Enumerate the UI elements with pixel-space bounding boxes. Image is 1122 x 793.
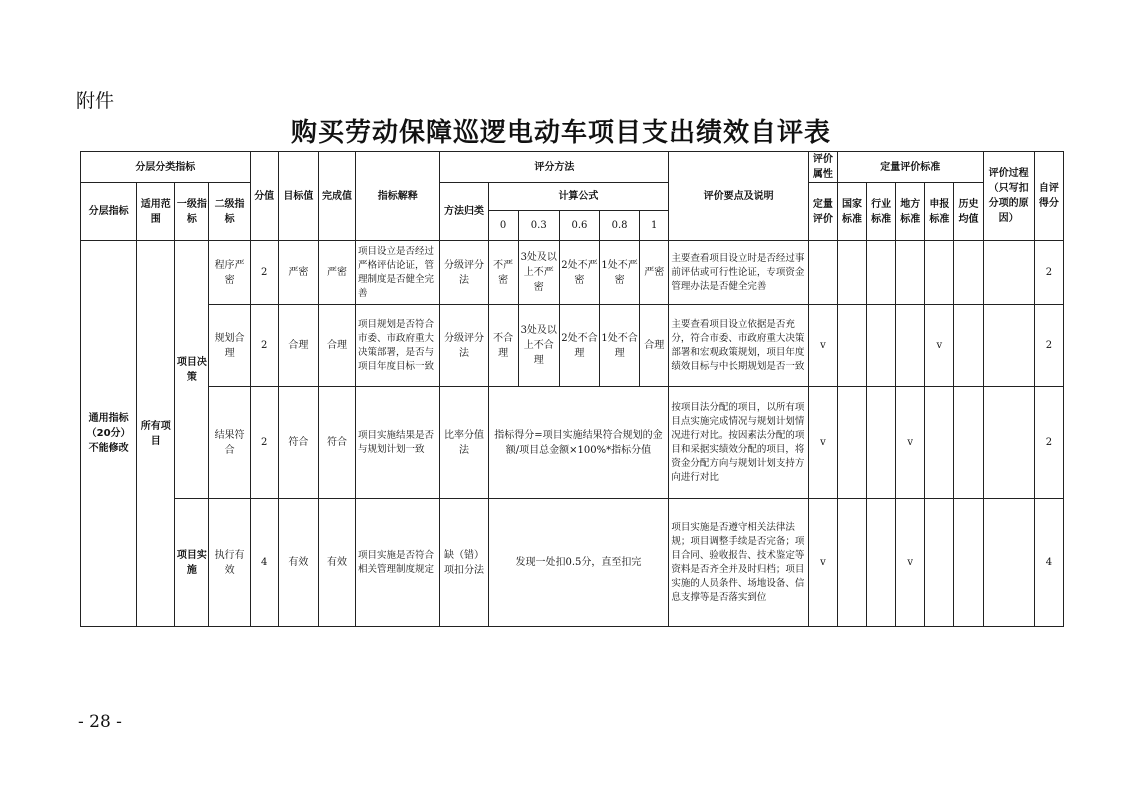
industry-standard-cell (867, 499, 896, 627)
annex-label: 附件 (76, 90, 115, 112)
score-cell: 2 (250, 387, 278, 499)
national-standard-cell (837, 305, 866, 387)
page-title: 购买劳动保障巡逻电动车项目支出绩效自评表 (290, 118, 831, 148)
national-standard-cell (837, 241, 866, 305)
coef-0-cell: 不严密 (488, 241, 518, 305)
evaluation-points-header: 评价要点及说明 (669, 152, 809, 241)
local-standard-cell: v (896, 387, 925, 499)
self-score-cell: 2 (1034, 241, 1063, 305)
evaluation-attribute-header: 评价属性 (808, 152, 837, 183)
coef-0-8-cell: 1处不严密 (599, 241, 639, 305)
coef-1-cell: 严密 (640, 241, 669, 305)
table-row (81, 499, 1064, 627)
evaluation-process-cell (983, 499, 1034, 627)
formula-header: 计算公式 (488, 183, 669, 211)
historical-average-cell (954, 305, 983, 387)
first-level-decision-cell: 项目决策 (175, 241, 209, 499)
method-cell: 缺（错）项扣分法 (440, 499, 488, 627)
evaluation-points-cell: 主要查看项目设立时是否经过事前评估或可行性论证，专项资金管理办法是否健全完善 (669, 241, 809, 305)
coefficient-0-3: 0.3 (518, 211, 559, 241)
target-value-header: 目标值 (278, 152, 318, 241)
evaluation-points-cell: 按项目法分配的项目，以所有项目点实施完成情况与规划计划情况进行对比。按因素法分配的项目和采据实绩效分配的项目，将资金分配方向与规划计划支持方向进行对比 (669, 387, 809, 499)
industry-standard-cell (867, 387, 896, 499)
target-cell: 符合 (278, 387, 318, 499)
quantitative-eval-cell: v (808, 387, 837, 499)
header-row-2 (81, 183, 1064, 211)
local-standard-cell: v (896, 499, 925, 627)
coefficient-0: 0 (488, 211, 518, 241)
historical-average-cell (954, 387, 983, 499)
completed-cell: 符合 (318, 387, 355, 499)
formula-cell: 发现一处扣0.5分，直至扣完 (488, 499, 669, 627)
evaluation-points-cell: 主要查看项目设立依据是否充分，符合市委、市政府重大决策部署和宏观政策规划，项目年度绩效目标与中长期规划是否一致 (669, 305, 809, 387)
method-cell: 分级评分法 (440, 241, 488, 305)
declared-standard-cell (925, 387, 954, 499)
second-level-cell: 执行有效 (209, 499, 250, 627)
evaluation-points-cell: 项目实施是否遵守相关法律法规；项目调整手续是否完备；项目合同、验收报告、技术鉴定等资料是否齐全并及时归档；项目实施的人员条件、场地设备、信息支撑等是否落实到位 (669, 499, 809, 627)
completed-value-header: 完成值 (318, 152, 355, 241)
coef-0-8-cell: 1处不合理 (599, 305, 639, 387)
score-value-header: 分值 (250, 152, 278, 241)
header-row-1 (81, 152, 1064, 183)
historical-average-cell (954, 241, 983, 305)
historical-average-cell (954, 499, 983, 627)
national-standard-cell (837, 499, 866, 627)
evaluation-process-cell (983, 387, 1034, 499)
declared-standard-cell (925, 241, 954, 305)
target-cell: 有效 (278, 499, 318, 627)
historical-average-header: 历史均值 (954, 183, 983, 241)
score-cell: 2 (250, 305, 278, 387)
second-level-header: 二级指标 (209, 183, 250, 241)
industry-standard-header: 行业标准 (867, 183, 896, 241)
table-row (81, 387, 1064, 499)
method-cell: 比率分值法 (440, 387, 488, 499)
table-row (81, 241, 1064, 305)
layered-indicators-header: 分层分类指标 (81, 152, 251, 183)
formula-cell: 指标得分=项目实施结果符合规划的金额/项目总金额×100%*指标分值 (488, 387, 669, 499)
coefficient-0-8: 0.8 (599, 211, 639, 241)
method-category-header: 方法归类 (440, 183, 488, 241)
applicable-scope-header: 适用范围 (137, 183, 175, 241)
industry-standard-cell (867, 241, 896, 305)
completed-cell: 合理 (318, 305, 355, 387)
self-score-cell: 4 (1034, 499, 1063, 627)
declared-standard-cell (925, 499, 954, 627)
second-level-cell: 规划合理 (209, 305, 250, 387)
local-standard-header: 地方标准 (896, 183, 925, 241)
second-level-cell: 结果符合 (209, 387, 250, 499)
local-standard-cell (896, 305, 925, 387)
coef-0-3-cell: 3处及以上不严密 (518, 241, 559, 305)
completed-cell: 有效 (318, 499, 355, 627)
self-score-cell: 2 (1034, 305, 1063, 387)
self-score-header: 自评得分 (1034, 152, 1063, 241)
quantitative-eval-header: 定量评价 (808, 183, 837, 241)
explanation-cell: 项目实施结果是否与规划计划一致 (356, 387, 440, 499)
score-cell: 2 (250, 241, 278, 305)
page-number: - 28 - (78, 712, 122, 732)
evaluation-process-cell (983, 305, 1034, 387)
national-standard-header: 国家标准 (837, 183, 866, 241)
level-indicator-header: 分层指标 (81, 183, 137, 241)
quantitative-eval-cell (808, 241, 837, 305)
declared-standard-header: 申报标准 (925, 183, 954, 241)
score-cell: 4 (250, 499, 278, 627)
explanation-cell: 项目规划是否符合市委、市政府重大决策部署，是否与项目年度目标一致 (356, 305, 440, 387)
declared-standard-cell: v (925, 305, 954, 387)
coef-1-cell: 合理 (640, 305, 669, 387)
target-cell: 合理 (278, 305, 318, 387)
second-level-cell: 程序严密 (209, 241, 250, 305)
first-level-implementation-cell: 项目实施 (175, 499, 209, 627)
applicable-scope-cell: 所有项目 (137, 241, 175, 627)
indicator-explanation-header: 指标解释 (356, 152, 440, 241)
explanation-cell: 项目设立是否经过严格评估论证，管理制度是否健全完善 (356, 241, 440, 305)
target-cell: 严密 (278, 241, 318, 305)
coefficient-1: 1 (640, 211, 669, 241)
national-standard-cell (837, 387, 866, 499)
coef-0-6-cell: 2处不合理 (559, 305, 599, 387)
performance-evaluation-table (80, 151, 1064, 627)
self-score-cell: 2 (1034, 387, 1063, 499)
coefficient-0-6: 0.6 (559, 211, 599, 241)
level-indicator-cell: 通用指标（20分）不能修改 (81, 241, 137, 627)
coef-0-6-cell: 2处不严密 (559, 241, 599, 305)
first-level-header: 一级指标 (175, 183, 209, 241)
scoring-method-header: 评分方法 (440, 152, 669, 183)
method-cell: 分级评分法 (440, 305, 488, 387)
industry-standard-cell (867, 305, 896, 387)
evaluation-process-cell (983, 241, 1034, 305)
coef-0-3-cell: 3处及以上不合理 (518, 305, 559, 387)
quantitative-eval-cell: v (808, 499, 837, 627)
quant-standard-header: 定量评价标准 (837, 152, 983, 183)
quantitative-eval-cell: v (808, 305, 837, 387)
completed-cell: 严密 (318, 241, 355, 305)
evaluation-process-header: 评价过程（只写扣分项的原因） (983, 152, 1034, 241)
table-row (81, 305, 1064, 387)
explanation-cell: 项目实施是否符合相关管理制度规定 (356, 499, 440, 627)
local-standard-cell (896, 241, 925, 305)
coef-0-cell: 不合理 (488, 305, 518, 387)
